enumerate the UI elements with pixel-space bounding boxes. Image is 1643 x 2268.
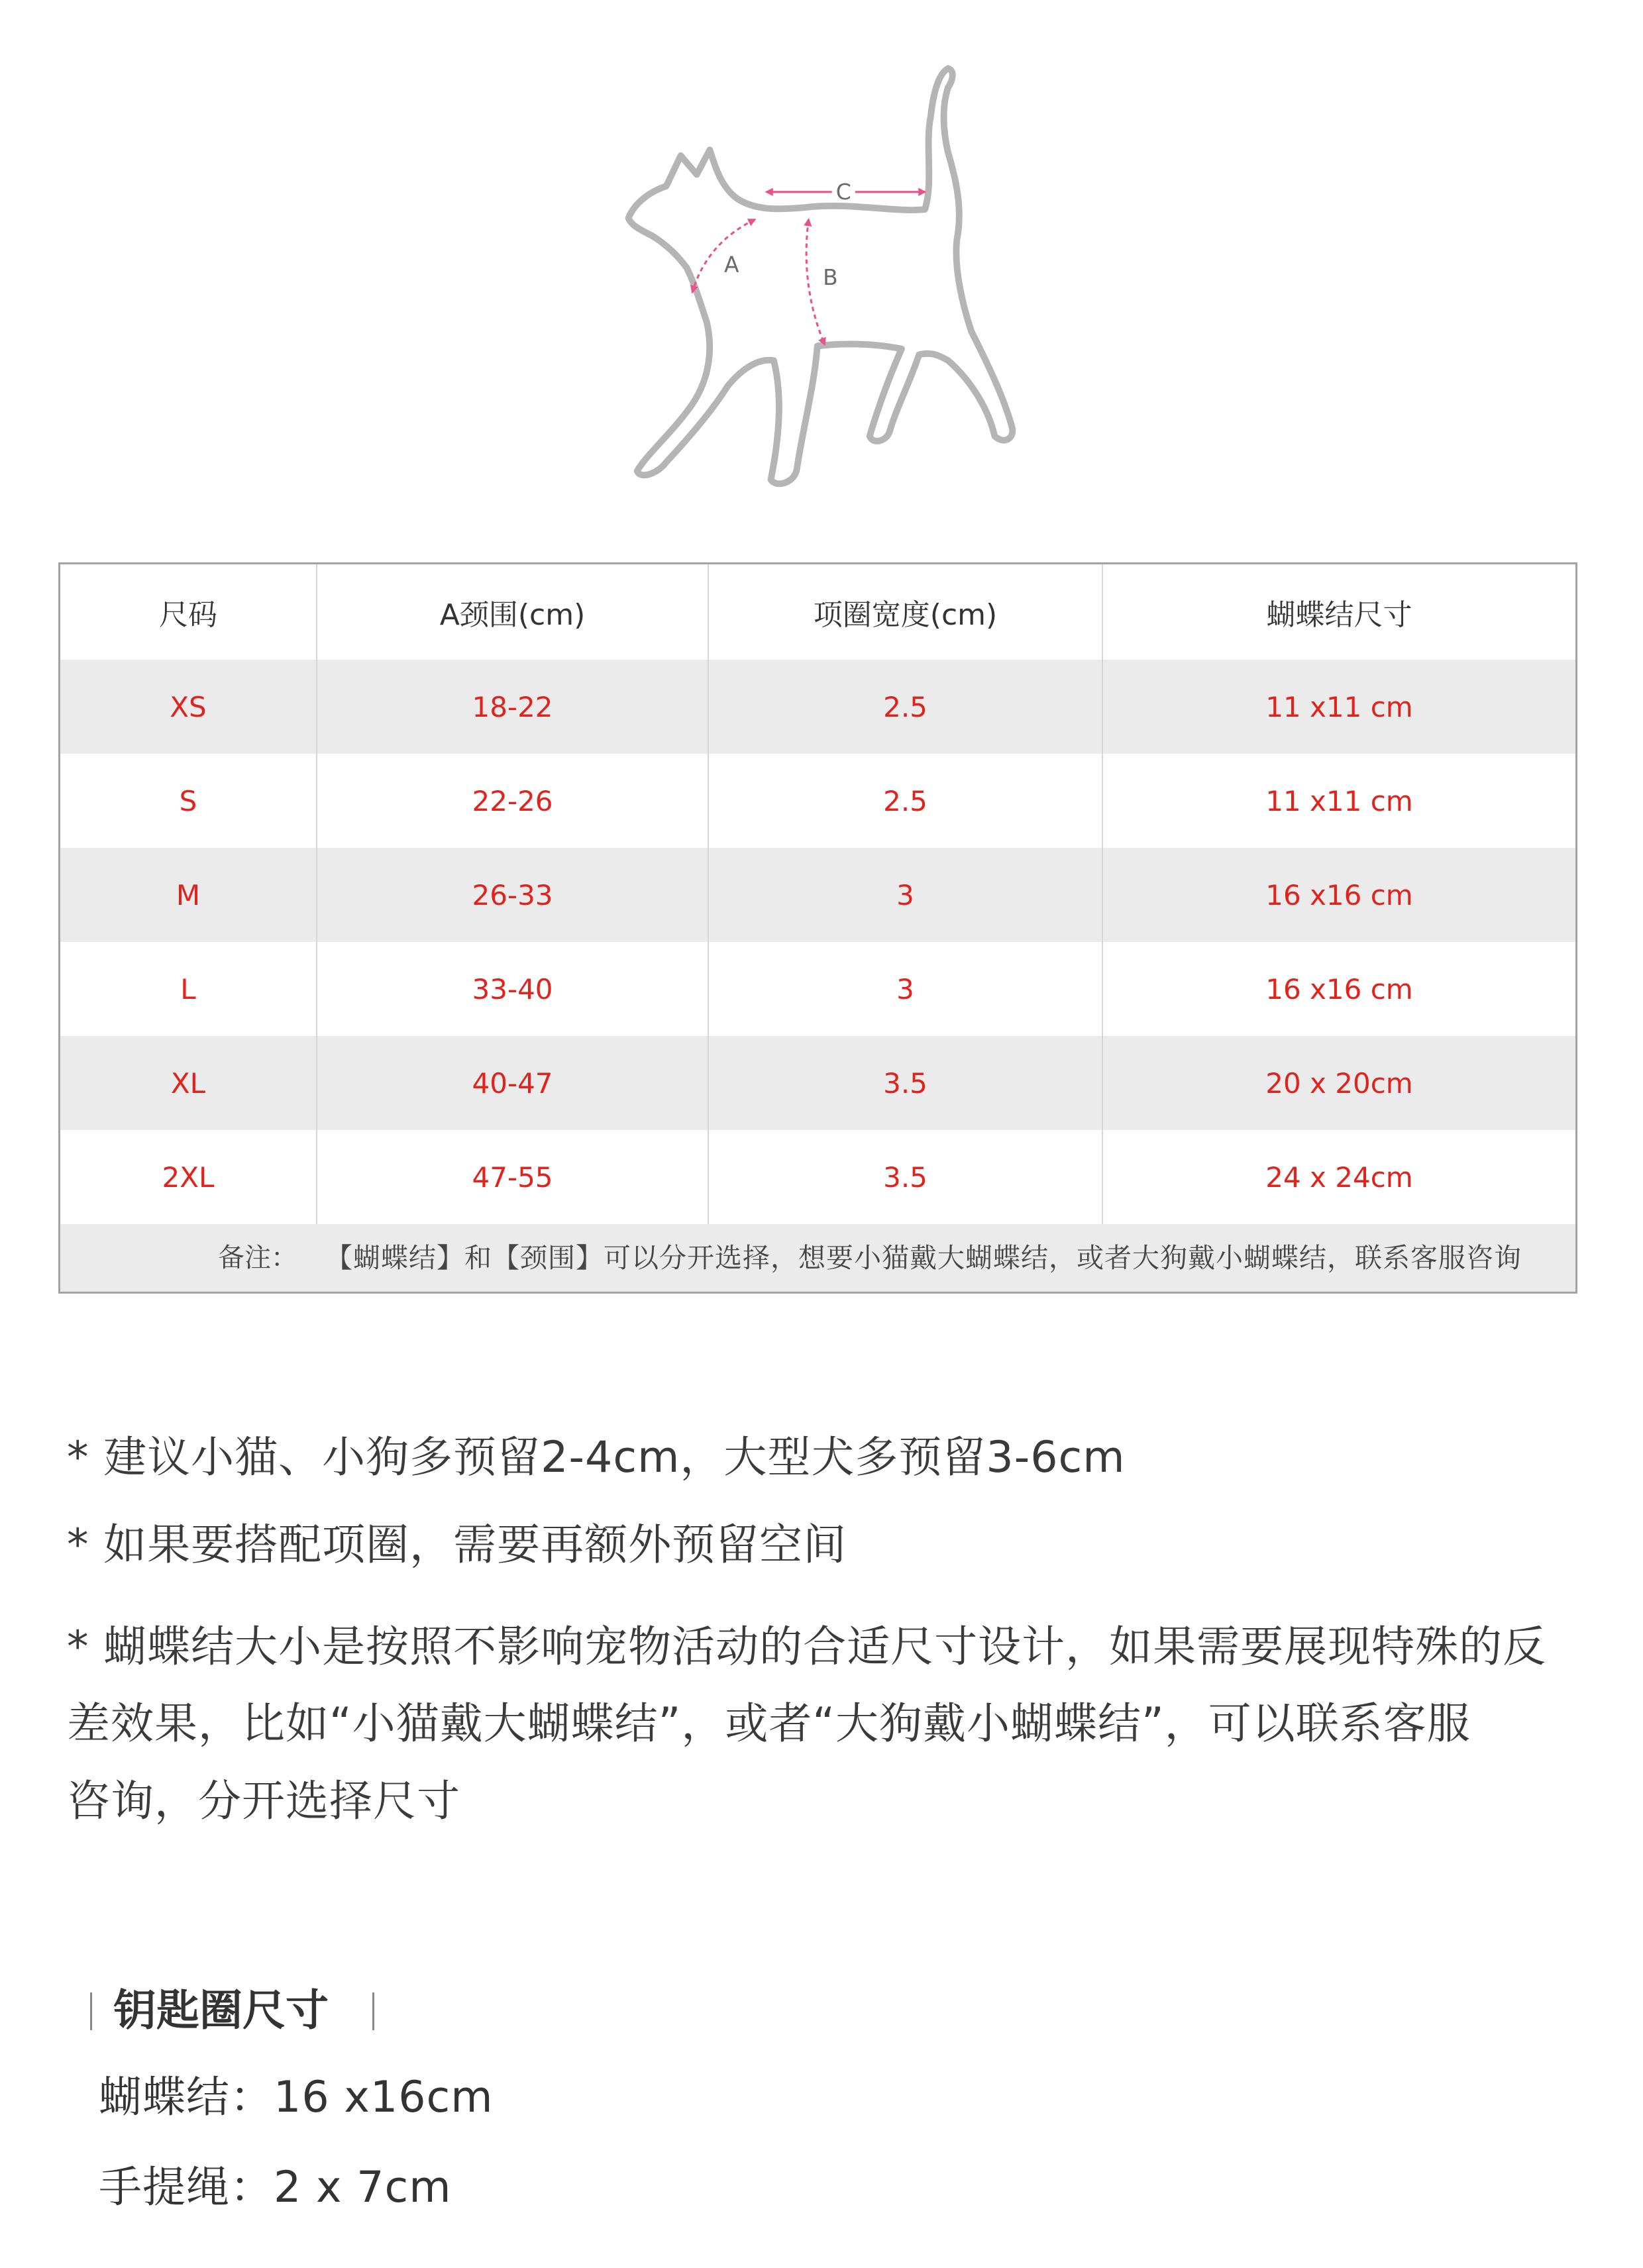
cell-bow-size: 16 x16 cm [1265,972,1413,1005]
table-row [60,1130,1575,1224]
cell-size: S [60,754,317,848]
measure-c-label: C [835,178,851,205]
header-size: 尺码 [60,564,317,660]
cell-collar-width: 3.5 [709,1130,1103,1224]
cell-collar-width: 3.5 [709,1036,1103,1130]
size-table [58,562,1577,1294]
table-row [60,942,1575,1036]
cell-neck-girth: 22-26 [317,754,709,848]
cell-neck-girth: 26-33 [317,848,709,942]
cat-measurement-diagram [611,58,1035,501]
keyring-section-title: 钥匙圈尺寸 [113,1986,329,2036]
cell-collar-width: 2.5 [709,754,1103,848]
tip-bow-line-3: 咨询，分开选择尺寸 [67,1777,461,1826]
table-row [60,754,1575,848]
cell-bow-size: 11 x11 cm [1265,690,1413,723]
cell-collar-width: 3 [709,848,1103,942]
keyring-strap-size: 手提绳：2 x 7cm [99,2163,452,2212]
table-note-row [60,1224,1575,1292]
cell-bow-size: 16 x16 cm [1265,878,1413,911]
tip-allowance: * 建议小猫、小狗多预留2-4cm，大型犬多预留3-6cm [67,1433,1126,1482]
cat-outline [629,68,1013,484]
cell-neck-girth: 40-47 [317,1036,709,1130]
tip-bow-line-1: * 蝴蝶结大小是按照不影响宠物活动的合适尺寸设计，如果需要展现特殊的反 [67,1622,1547,1672]
header-collar-width: 项圈宽度(cm) [709,564,1103,660]
cell-neck-girth: 47-55 [317,1130,709,1224]
section-divider-left [90,1992,92,2030]
note-text: 【蝴蝶结】和【颈围】可以分开选择，想要小猫戴大蝴蝶结，或者大狗戴小蝴蝶结，联系客服咨询 [325,1242,1522,1274]
cell-size: XS [60,660,317,754]
tip-bow-line-2: 差效果，比如“小猫戴大蝴蝶结”，或者“大狗戴小蝴蝶结”，可以联系客服 [67,1699,1471,1749]
cell-neck-girth: 18-22 [317,660,709,754]
table-row [60,848,1575,942]
cell-neck-girth: 33-40 [317,942,709,1036]
header-neck-girth: A颈围(cm) [317,564,709,660]
measure-a-label: A [724,251,739,278]
note-label: 备注： [218,1243,297,1273]
cell-bow-size: 11 x11 cm [1265,784,1413,817]
cell-bow-size: 24 x 24cm [1265,1160,1413,1194]
header-bow-size: 蝴蝶结尺寸 [1266,598,1412,632]
keyring-bow-size: 蝴蝶结：16 x16cm [99,2073,494,2122]
cell-size: 2XL [60,1130,317,1224]
cell-collar-width: 2.5 [709,660,1103,754]
measure-b-label: B [823,264,838,291]
section-divider-right [372,1992,374,2030]
cell-size: M [60,848,317,942]
tip-collar: * 如果要搭配项圈，需要再额外预留空间 [67,1520,847,1570]
cell-collar-width: 3 [709,942,1103,1036]
cell-bow-size: 20 x 20cm [1265,1066,1413,1100]
table-row [60,1036,1575,1130]
table-header-row [60,564,1575,660]
cell-size: L [60,942,317,1036]
table-row [60,660,1575,754]
cell-size: XL [60,1036,317,1130]
